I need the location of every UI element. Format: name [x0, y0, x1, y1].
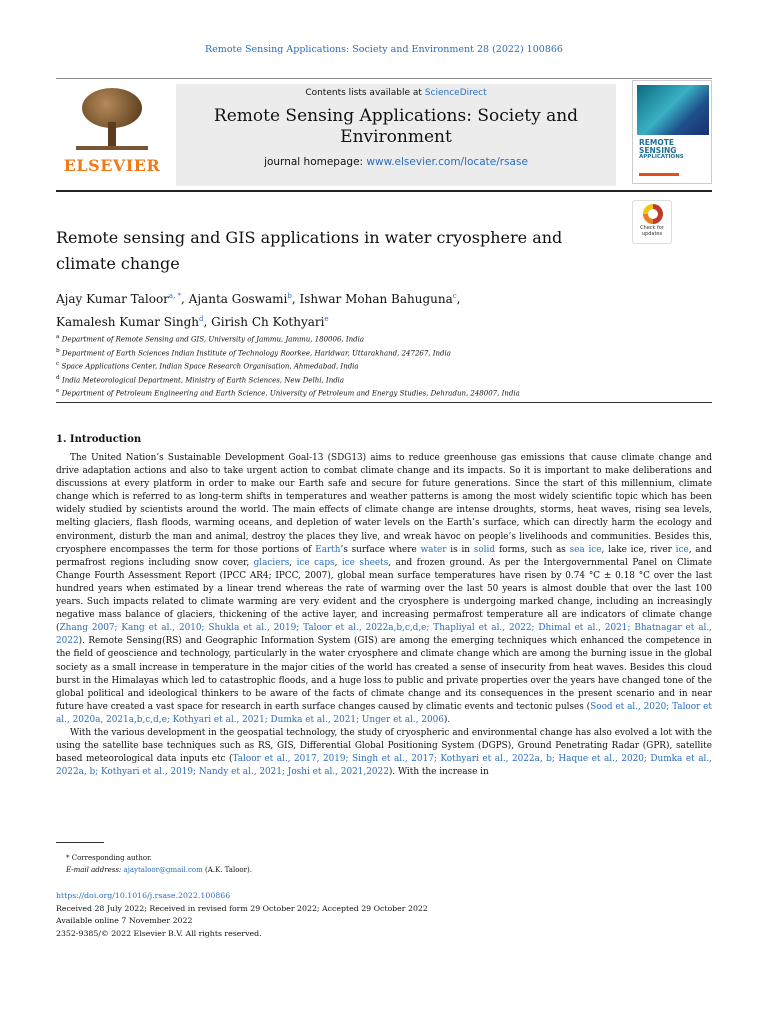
email-note: E-mail address: ajaytaloor@gmail.com (A.K. Taloor). [66, 866, 252, 874]
copyright: 2352-9385/© 2022 Elsevier B.V. All rights reserved. [56, 928, 262, 938]
corresponding-author-note: * Corresponding author. [66, 854, 152, 862]
cover-title: REMOTE SENSING APPLICATIONS [639, 138, 684, 160]
affiliation-item: $^b$ Department of Earth Sciences Indian Institute of Technology Roorkee, Haridwar, Uttarakhand, 247267, India [56, 347, 451, 357]
author-name[interactable]: Girish Ch Kothyari [211, 315, 325, 329]
footnotes [66, 852, 566, 876]
affiliations [56, 332, 676, 400]
affiliation-item: $^a$ Department of Remote Sensing and GIS, University of Jammu, Jammu, 180006, India [56, 334, 365, 344]
elsevier-wordmark: ELSEVIER [63, 156, 161, 175]
paragraph: With the various development in the geospatial technology, the study of cryospheric and environmental change has also evolved a lot with the using the satellite base techniques such as RS, GIS, Differential Global Positioning System (DGPS), Ground Penetrating Radar (GPR), satellite based meteorological data inputs etc (Taloor et al., 2017, 2019; Singh et al., 2017; Kothyari et al., 2022a, b; Haque et al., 2020; Dumka et al., 2022a, b; Kothyari et al., 2019; Nandy et al., 2021; Joshi et al., 2021,2022). With the increase in [56, 727, 713, 778]
author-sup[interactable]: b [287, 292, 292, 300]
author-name[interactable]: Ajanta Goswami [188, 292, 288, 306]
inline-link[interactable]: ice caps [296, 557, 335, 568]
elsevier-logo[interactable] [58, 84, 166, 180]
inline-link[interactable]: Earth [315, 544, 341, 555]
author-name[interactable]: Ishwar Mohan Bahuguna [299, 292, 453, 306]
affiliation-item: $^e$ Department of Petroleum Engineering and Earth Science, University of Petroleum and Energy Studies, Dehradun, 248007, India [56, 388, 520, 398]
cover-bar [639, 173, 679, 176]
contents-line: Contents lists available at ScienceDirect [305, 88, 487, 98]
author-list: Ajay Kumar Taloor$^{a, *}$, Ajanta Goswami$^b$, Ishwar Mohan Bahuguna$^c$, Kamalesh Kumar Singh$^d$, Girish Ch Kothyari$^e$ [56, 292, 461, 329]
author-sup[interactable]: a, * [168, 292, 182, 300]
inline-link[interactable]: water [420, 544, 447, 555]
citation-links[interactable]: Zhang 2007; Kang et al., 2010; Shukla et al., 2019; Taloor et al., 2022a,b,c,d,e; Thapliyal et al., 2022; Dhimal et al., 2021; Bhatnagar et al., 2022 [56, 623, 712, 647]
elsevier-tree-icon [76, 88, 148, 150]
inline-link[interactable]: sea ice [569, 544, 602, 555]
citation-links[interactable]: Sood et al., 2020; Taloor et al., 2020a, 2021a,b,c,d,e; Kothyari et al., 2021; Dumka et al., 2021; Unger et al., 2006 [56, 701, 712, 725]
email-link[interactable]: ajaytaloor@gmail.com [123, 866, 203, 874]
check-for-updates-icon [643, 204, 663, 224]
doi-link[interactable]: https://doi.org/10.1016/j.rsase.2022.100866 [56, 891, 231, 900]
homepage-line: journal homepage: www.elsevier.com/locate/rsase [264, 156, 528, 168]
running-head[interactable]: Remote Sensing Applications: Society and Environment 28 (2022) 100866 [205, 44, 563, 55]
cover-art [637, 85, 709, 135]
journal-info-box [176, 84, 616, 186]
affiliation-item: $^c$ Space Applications Center, Indian Space Research Organisation, Ahmedabad, India [56, 361, 359, 371]
check-for-updates-label: Check for updates [640, 225, 664, 237]
header-rule [56, 190, 712, 192]
footnote-rule [56, 842, 104, 843]
inline-link[interactable]: ice sheets [341, 557, 389, 568]
inline-link[interactable]: solid [473, 544, 496, 555]
author-sup[interactable]: c [452, 292, 457, 300]
citation-links[interactable]: Taloor et al., 2017, 2019; Singh et al., 2017; Kothyari et al., 2022a, b; Haque et al., 2020; Dumka et al., 2022a, b; Kothyari et al., 2019; Nandy et al., 2021; Joshi et al., 2021,2022 [56, 754, 713, 778]
author-name[interactable]: Ajay Kumar Taloor [56, 292, 169, 306]
article-title: Remote sensing and GIS applications in water cryosphere and climate change [56, 228, 563, 273]
homepage-link[interactable]: www.elsevier.com/locate/rsase [366, 156, 528, 168]
affiliation-rule [56, 402, 712, 403]
inline-link[interactable]: glaciers [253, 557, 290, 568]
available-online: Available online 7 November 2022 [56, 916, 193, 926]
sciencedirect-link[interactable]: ScienceDirect [424, 88, 487, 98]
introduction-body [56, 452, 712, 779]
check-for-updates-badge[interactable] [632, 200, 672, 244]
journal-title: Remote Sensing Applications: Society and Environment [213, 106, 579, 147]
publication-info [56, 890, 556, 940]
author-sup[interactable]: e [324, 315, 329, 323]
received-dates: Received 28 July 2022; Received in revised form 29 October 2022; Accepted 29 October 2022 [56, 903, 428, 913]
paragraph: The United Nation’s Sustainable Development Goal-13 (SDG13) aims to reduce greenhouse gas emissions that cause climate change and drive adaptation actions and also to take urgent action to combat climate change and its impacts. So it is important to make deliberations and discussions at every platform in order to make our Earth safe and secure for future generations. Since the start of this millennium, climate change which is referred to as long-term shifts in temperatures and weather patterns is among the most widely scientific topic which has been widely studied by scientists around the world. The main effects of climate change are intense droughts, storms, heat waves, rising sea levels, melting glaciers, flash floods, warming oceans, and depletion of water levels on the Earth’s surface, which can directly harm the ecology and environment, disturb the man and animal, destroy the places they live, and wreak havoc on people’s livelihoods and communities. Besides this, cryosphere encompasses the term for those portions of Earth’s surface where water is in solid forms, such as sea ice, lake ice, river ice, and permafrost regions including snow cover, glaciers, ice caps, ice sheets, and frozen ground. As per the Intergovernmental Panel on Climate Change Fourth Assessment Report (IPCC AR4; IPCC, 2007), global mean surface temperatures have risen by 0.74 °C ± 0.18 °C over the last hundred years when estimated by a linear trend whereas the rate of warming over the last 50 years is almost double that over the last 100 years. Such impacts related to climate warming are very evident and the cryosphere is undergoing marked change, including an increasingly negative mass balance of glaciers, thickening of the active layer, and increasing permafrost temperature all are indicators of climate change (Zhang 2007; Kang et al., 2010; Shukla et al., 2019; Taloor et al., 2022a,b,c,d,e; Thapliyal et al., 2022; Dhimal et al., 2021; Bhatnagar et al., 2022). Remote Sensing(RS) and Geographic Information System (GIS) are among the emerging techniques which enhanced the competence in the field of geoscience and technology, particularly in the water cryosphere and climate change which are among the burning issue in the global society as a small increase in temperature in the major cities of the world has created a sense of insecurity from heat waves. Besides this cloud burst in the Himalayas which led to catastrophic floods, and a huge loss to public and private properties over the years have changed tone of the global political and ideological thinkers to be aware of the facts of climate change and its consequences in the present scenario and in near future have created a vast space for research in earth surface changes caused by climatic events and tectonic pulses (Sood et al., 2020; Taloor et al., 2020a, 2021a,b,c,d,e; Kothyari et al., 2021; Dumka et al., 2021; Unger et al., 2006). [56, 453, 712, 725]
author-name[interactable]: Kamalesh Kumar Singh [56, 315, 200, 329]
journal-cover[interactable] [632, 80, 712, 184]
inline-link[interactable]: ice [675, 544, 689, 555]
affiliation-item: $^d$ India Meteorological Department, Ministry of Earth Sciences, New Delhi, India [56, 374, 345, 384]
author-sup[interactable]: d [199, 315, 204, 323]
section-heading: 1. Introduction [56, 434, 142, 445]
